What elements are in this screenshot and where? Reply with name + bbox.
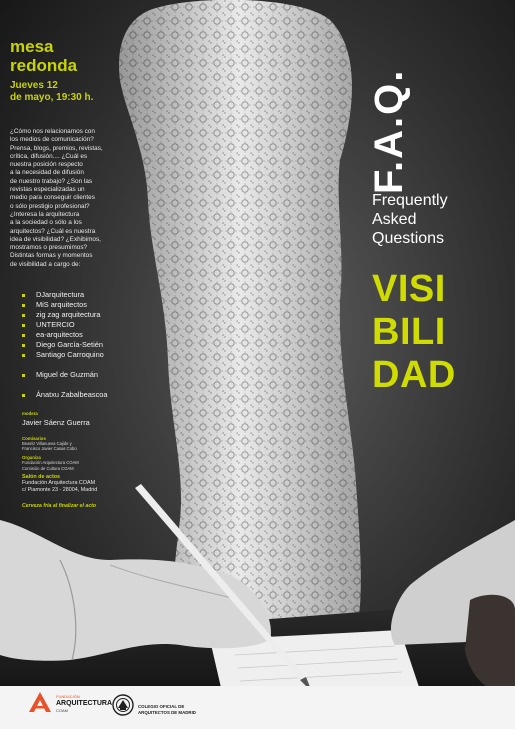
question-line: Distintas formas y momentos bbox=[10, 252, 93, 260]
frequently-asked-questions bbox=[372, 191, 448, 248]
participant-item: Ánatxu Zabalbeascoa bbox=[22, 390, 132, 400]
event-date-line2: de mayo, 19:30 h. bbox=[10, 92, 94, 103]
participant-item: MiS arquitectos bbox=[22, 300, 132, 310]
coam-line: COLEGIO OFICIAL DE bbox=[138, 704, 185, 709]
coam-seal-icon bbox=[112, 694, 134, 716]
fq-line: Asked bbox=[372, 211, 417, 228]
fundacion-arquitectura-logo bbox=[28, 691, 52, 713]
participant-item: Santiago Carroquino bbox=[22, 350, 132, 360]
question-line: a la sociedad o sólo a los bbox=[10, 219, 82, 227]
faq-text: F.A.Q. bbox=[367, 68, 411, 194]
logo1-sub: COAM bbox=[56, 708, 68, 713]
question-line: revistas especializadas un bbox=[10, 186, 85, 194]
vis-line: DAD bbox=[372, 354, 456, 396]
participant-item: ea-arquitectos bbox=[22, 330, 132, 340]
beer-note: Cerveza fría al finalizar el acto bbox=[22, 503, 97, 509]
event-type-line1: mesa bbox=[10, 37, 54, 56]
venue-line: Fundación Arquitectura COAM bbox=[22, 480, 96, 486]
venue-block bbox=[22, 474, 97, 494]
question-line: ¿Interesa la arquitectura bbox=[10, 210, 80, 218]
logo1-small: FUNDACIÓN bbox=[56, 694, 80, 699]
participant-item: UNTERCIO bbox=[22, 320, 132, 330]
comisarios-label: Comisarios bbox=[22, 436, 46, 441]
comisarios-line: Beatriz Villanueva Cajide y bbox=[22, 441, 72, 446]
event-date-line1: Jueves 12 bbox=[10, 80, 58, 91]
organiza-label: Organiza bbox=[22, 455, 41, 461]
logo1-big: ARQUITECTURA bbox=[56, 700, 112, 707]
moderator-label: modera bbox=[22, 411, 38, 416]
question-line: medio para conseguir clientes bbox=[10, 194, 95, 202]
fq-line: Frequently bbox=[372, 192, 448, 209]
participant-item: Miguel de Guzmán bbox=[22, 370, 132, 380]
fundacion-arquitectura-text bbox=[56, 694, 112, 714]
question-line: de visibilidad a cargo de: bbox=[10, 260, 81, 268]
vis-line: BILI bbox=[372, 311, 446, 353]
coam-text bbox=[138, 704, 196, 715]
organiza-line: Fundación Arquitectura COAM bbox=[22, 460, 79, 466]
coam-line: ARQUITECTOS DE MADRID bbox=[138, 709, 196, 715]
question-line: nuestra posición respecto bbox=[10, 161, 83, 169]
question-line: los medios de comunicación? bbox=[10, 136, 94, 144]
participant-item: Diego García-Setién bbox=[22, 340, 132, 350]
fq-line: Questions bbox=[372, 230, 445, 247]
credits-block bbox=[22, 436, 79, 471]
faq-headline bbox=[366, 44, 412, 194]
participants-list bbox=[22, 290, 132, 400]
venue-line: c/ Piamonte 23 - 28004, Madrid bbox=[22, 487, 98, 493]
question-line: a la necesidad de difusión bbox=[10, 169, 84, 177]
visibilidad-headline bbox=[372, 268, 456, 397]
organiza-line: Comisión de Cultura COAM bbox=[22, 465, 74, 471]
event-type-line2: redonda bbox=[10, 56, 78, 75]
event-date bbox=[10, 80, 93, 104]
question-line: idea de visibilidad? ¿Exhibimos, bbox=[10, 235, 101, 243]
comisarios-line: Francisco Javier Casas Cobo bbox=[22, 446, 77, 452]
question-line: mostramos o presumimos? bbox=[10, 244, 88, 252]
question-line: o sólo prestigio profesional? bbox=[10, 202, 90, 210]
participant-item: zig zag arquitectura bbox=[22, 310, 132, 320]
questions-paragraph bbox=[10, 128, 118, 269]
question-line: crítica, difusión.... ¿Cuál es bbox=[10, 152, 88, 160]
question-line: de nuestro trabajo? ¿Son las bbox=[10, 177, 93, 185]
question-line: ¿Cómo nos relacionamos con bbox=[10, 128, 95, 135]
question-line: arquitectos? ¿Cuál es nuestra bbox=[10, 227, 96, 235]
venue-label: Salón de actos bbox=[22, 474, 61, 480]
vis-line: VISI bbox=[372, 268, 446, 310]
moderator-name: Javier Sáenz Guerra bbox=[22, 418, 90, 427]
question-line: Prensa, blogs, premios, revistas, bbox=[10, 144, 103, 152]
moderator-block bbox=[22, 411, 90, 428]
participant-item: DJarquitectura bbox=[22, 290, 132, 300]
